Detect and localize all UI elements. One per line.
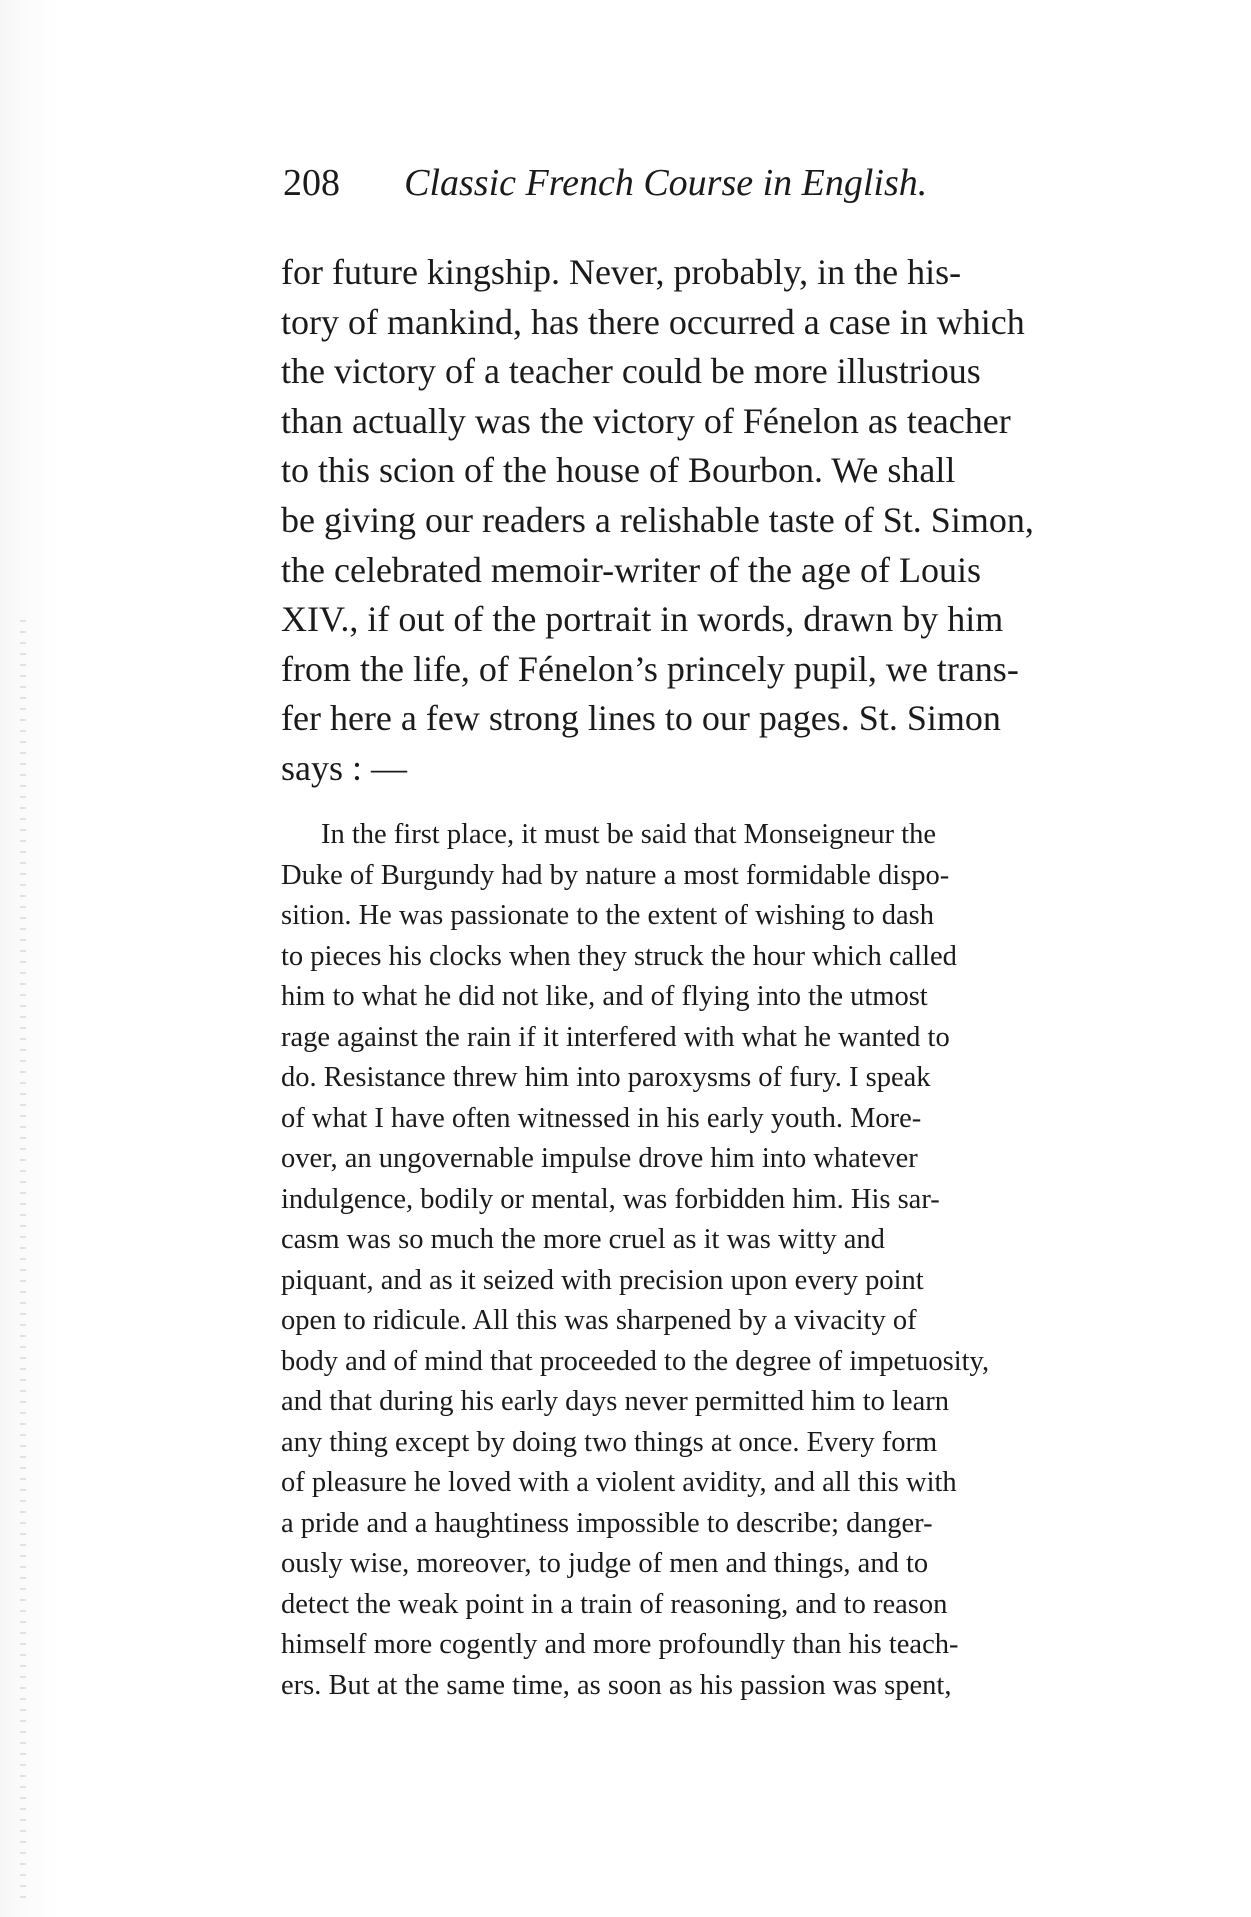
quote-line: Duke of Burgundy had by nature a most formidable dispo- [281, 859, 950, 891]
quote-line: of what I have often witnessed in his early youth. More- [281, 1102, 922, 1134]
text-line: from the life, of Fénelon’s princely pupil, we trans- [281, 648, 1019, 689]
quote-line: indulgence, bodily or mental, was forbidden him. His sar- [281, 1183, 940, 1215]
text-line: to this scion of the house of Bourbon. We shall [281, 450, 956, 491]
block-quote [281, 815, 1181, 1706]
quote-line: him to what he did not like, and of flying into the utmost [281, 981, 928, 1012]
page-number: 208 [283, 162, 340, 204]
main-paragraph [281, 248, 1181, 794]
quote-line: ously wise, moreover, to judge of men and things, and to [281, 1548, 929, 1579]
quote-line: detect the weak point in a train of reasoning, and to reason [281, 1588, 948, 1620]
quote-line: any thing except by doing two things at once. Every form [281, 1426, 938, 1458]
quote-line: body and of mind that proceeded to the degree of impetuosity, [281, 1345, 990, 1377]
running-title: Classic French Course in English. [404, 162, 928, 204]
quote-line: casm was so much the more cruel as it was witty and [281, 1224, 885, 1255]
text-line: says : — [281, 747, 407, 788]
text-line: XIV., if out of the portrait in words, drawn by him [281, 599, 1004, 640]
quote-line: In the first place, it must be said that Monseigneur the [321, 819, 936, 850]
text-line: for future kingship. Never, probably, in the his- [281, 252, 962, 292]
page-gutter-shadow [0, 0, 60, 1917]
quote-line: piquant, and as it seized with precision upon every point [281, 1264, 924, 1296]
text-line: the celebrated memoir-writer of the age of Louis [281, 549, 981, 590]
quote-line: over, an ungovernable impulse drove him into whatever [281, 1143, 918, 1174]
quote-line: do. Resistance threw him into paroxysms of fury. I speak [281, 1062, 931, 1093]
quote-line: to pieces his clocks when they struck the hour which called [281, 940, 957, 972]
page-gutter-specks [20, 620, 26, 1900]
text-line: the victory of a teacher could be more illustrious [281, 351, 981, 392]
text-line: fer here a few strong lines to our pages. St. Simon [281, 698, 1001, 739]
text-line: tory of mankind, has there occurred a case in which [281, 301, 1025, 342]
quote-line: ers. But at the same time, as soon as his passion was spent, [281, 1669, 952, 1701]
quote-line: sition. He was passionate to the extent of wishing to dash [281, 900, 935, 931]
quote-line: of pleasure he loved with a violent avidity, and all this with [281, 1467, 957, 1498]
quote-line: himself more cogently and more profoundly than his teach- [281, 1629, 959, 1660]
quote-line: open to ridicule. All this was sharpened by a vivacity of [281, 1305, 917, 1336]
text-line: be giving our readers a relishable taste of St. Simon, [281, 499, 1034, 540]
quote-line: rage against the rain if it interfered with what he wanted to [281, 1021, 950, 1053]
quote-line: a pride and a haughtiness impossible to describe; danger- [281, 1507, 933, 1539]
page-header [283, 160, 1063, 210]
text-line: than actually was the victory of Fénelon as teacher [281, 400, 1011, 441]
quote-line: and that during his early days never permitted him to learn [281, 1386, 949, 1417]
